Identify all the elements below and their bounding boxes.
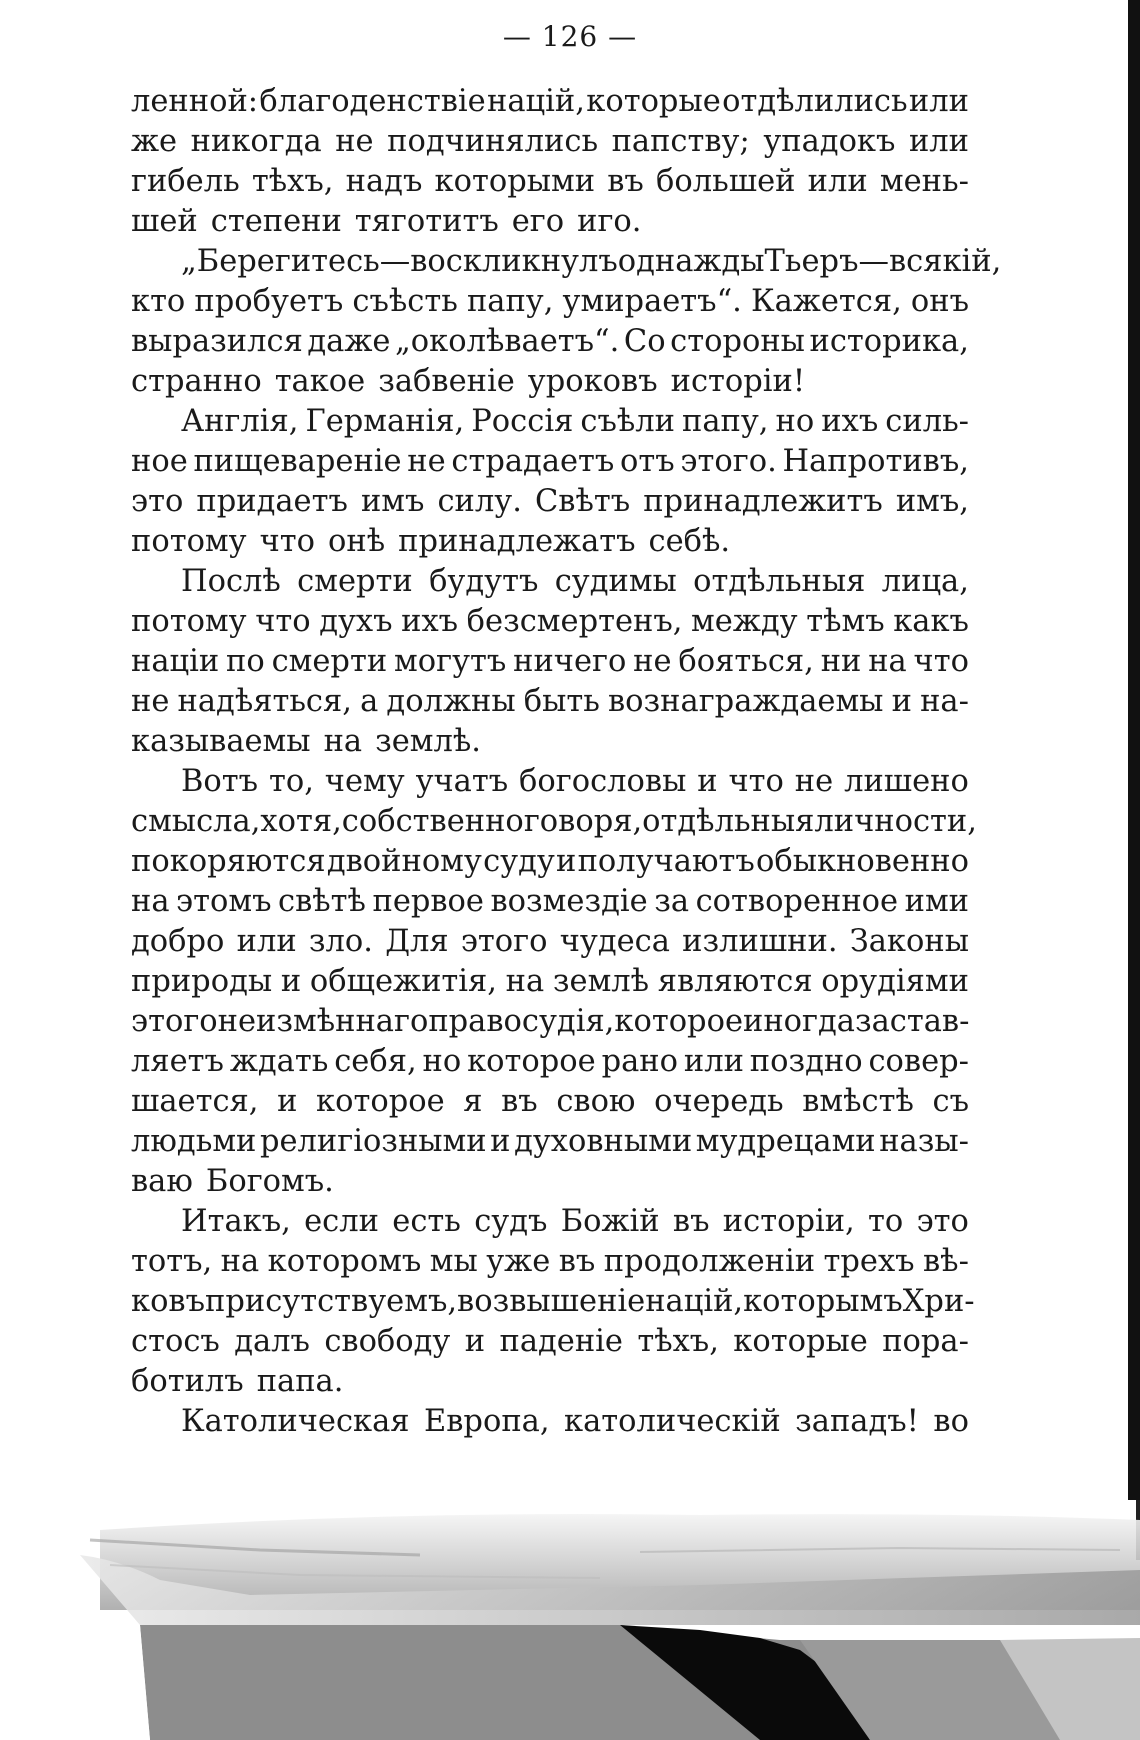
text-line: Послѣ смерти будутъ судимы отдѣльныя лица, [181,564,969,599]
text-line: Англія, Германія, Россія съѣли папу, но ихъ силь- [181,404,969,439]
text-line: „Берегитесь—воскликнулъ однажды Тьеръ—всякій, [181,244,1002,279]
scan-fold-artifact [0,1490,1140,1740]
text-line: выразился даже „околѣваетъ“. Со стороны историка, [131,324,969,359]
text-line: не надѣяться, а должны быть вознаграждаемы и на- [131,684,969,719]
text-line: Католическая Европа, католическій западъ! во [181,1404,969,1439]
text-line: странно такое забвеніе уроковъ исторіи! [131,364,806,399]
text-line: смысла, хотя, собственно говоря, отдѣльныя личности, [131,804,977,839]
scan-border-right [1128,0,1140,1500]
text-line: ботилъ папа. [131,1364,344,1399]
text-line: стосъ далъ свободу и паденіе тѣхъ, которые пора- [131,1324,969,1359]
text-line: Вотъ то, чему учатъ богословы и что не лишено [181,764,969,799]
text-line: шается, и которое я въ свою очередь вмѣстѣ съ [131,1084,969,1119]
text-line: этого неизмѣннаго правосудія, которое иногда застав- [131,1004,970,1039]
text-line: же никогда не подчинялись папству; упадокъ или [131,124,969,159]
page-number: — 126 — [502,20,638,53]
text-line: ковъ присутствуемъ, возвышеніе націй, которымъ Хри- [131,1284,975,1319]
text-line: ленной: благоденствіе націй, которые отдѣлились или [131,84,969,119]
text-line: казываемы на землѣ. [131,724,481,759]
text-line: покоряются двойному суду и получаютъ обыкновенно [131,844,969,879]
text-line: на этомъ свѣтѣ первое возмездіе за сотворенное ими [131,884,969,919]
text-line: это придаетъ имъ силу. Свѣтъ принадлежитъ имъ, [131,484,969,519]
text-line: націи по смерти могутъ ничего не бояться, ни на что [131,644,969,679]
text-line: Итакъ, если есть судъ Божій въ исторіи, то это [181,1204,969,1239]
text-line: ное пищевареніе не страдаетъ отъ этого. Напротивъ, [131,444,969,479]
text-line: ваю Богомъ. [131,1164,334,1199]
body-text [131,82,1002,1442]
text-line: ляетъ ждать себя, но которое рано или поздно совер- [131,1044,969,1079]
text-line: добро или зло. Для этого чудеса излишни. Законы [131,924,969,959]
text-line: тотъ, на которомъ мы уже въ продолженіи трехъ вѣ- [131,1244,969,1279]
text-line: кто пробуетъ съѣсть папу, умираетъ“. Кажется, онъ [131,284,969,319]
text-line: шей степени тяготитъ его иго. [131,204,642,239]
text-line: гибель тѣхъ, надъ которыми въ большей или мень- [131,164,969,199]
text-line: людьми религіозными и духовными мудрецами назы- [131,1124,969,1159]
text-line: природы и общежитія, на землѣ являются орудіями [131,964,969,999]
text-line: потому что духъ ихъ безсмертенъ, между тѣмъ какъ [131,604,969,639]
text-line: потому что онѣ принадлежатъ себѣ. [131,524,731,559]
